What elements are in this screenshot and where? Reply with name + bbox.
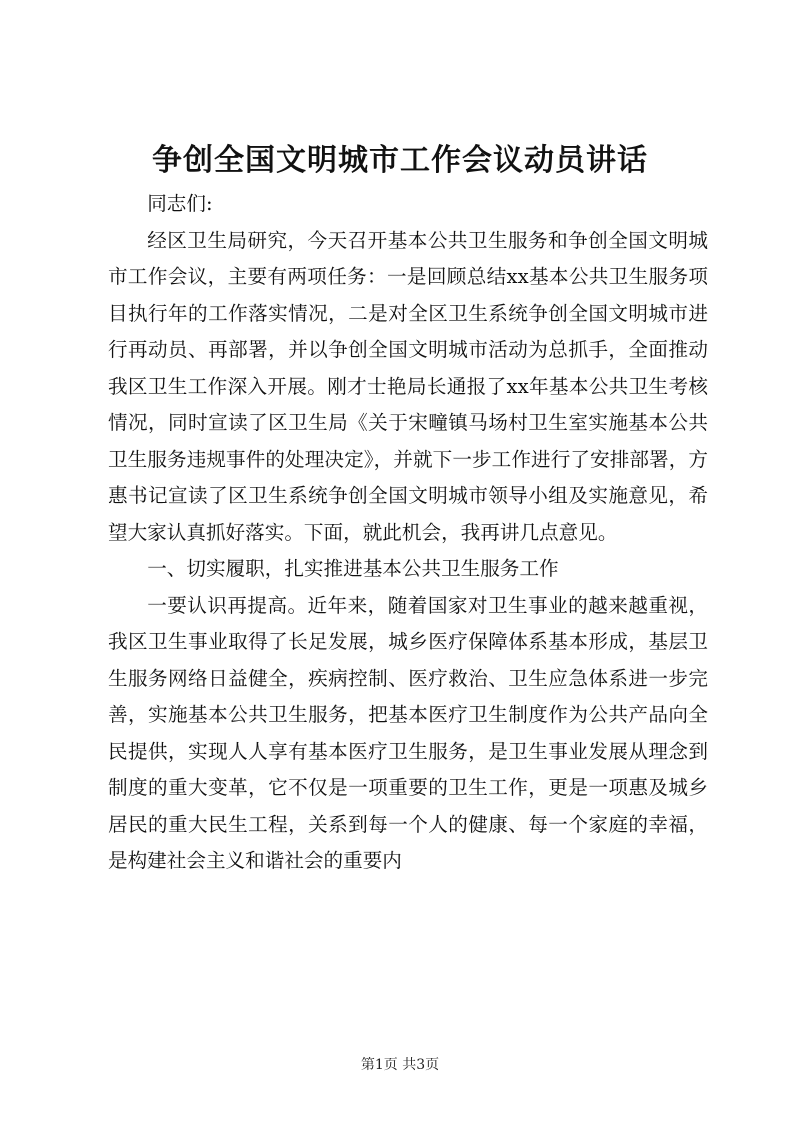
page-footer: 第1页 共3页 [360, 1057, 440, 1073]
paragraph-awareness: 一要认识再提高。近年来，随着国家对卫生事业的越来越重视，我区卫生事业取得了长足发展，城乡医疗保障体系基本形成，基层卫生服务网络日益健全，疾病控制、医疗救治、卫生应急体系进一步完善，实施基本公共卫生服务，把基本医疗卫生制度作为公共产品向全民提供，实现人人享有基本医疗卫生服务，是卫生事业发展从理念到制度的重大变革，它不仅是一项重要的卫生工作，更是一项惠及城乡居民的重大民生工程，关系到每一个人的健康、每一个家庭的幸福，是构建社会主义和谐社会的重要内 [108, 593, 708, 872]
paragraph-intro: 经区卫生局研究，今天召开基本公共卫生服务和争创全国文明城市工作会议，主要有两项任务：一是回顾总结xx基本公共卫生服务项目执行年的工作落实情况，二是对全区卫生系统争创全国文明城市进行再动员、再部署，并以争创全国文明城市活动为总抓手，全面推动我区卫生工作深入开展。刚才士艳局长通报了xx年基本公共卫生考核情况，同时宣读了区卫生局《关于宋疃镇马场村卫生室实施基本公共卫生服务违规事件的处理决定》，并就下一步工作进行了安排部署，方惠书记宣读了区卫生系统争创全国文明城市领导小组及实施意见，希望大家认真抓好落实。下面，就此机会，我再讲几点意见。 [108, 228, 708, 544]
document-title: 争创全国文明城市工作会议动员讲话 [152, 143, 648, 178]
document-body [108, 186, 708, 880]
section-heading-1: 一、切实履职，扎实推进基本公共卫生服务工作 [147, 557, 559, 580]
salutation: 同志们: [147, 192, 213, 215]
